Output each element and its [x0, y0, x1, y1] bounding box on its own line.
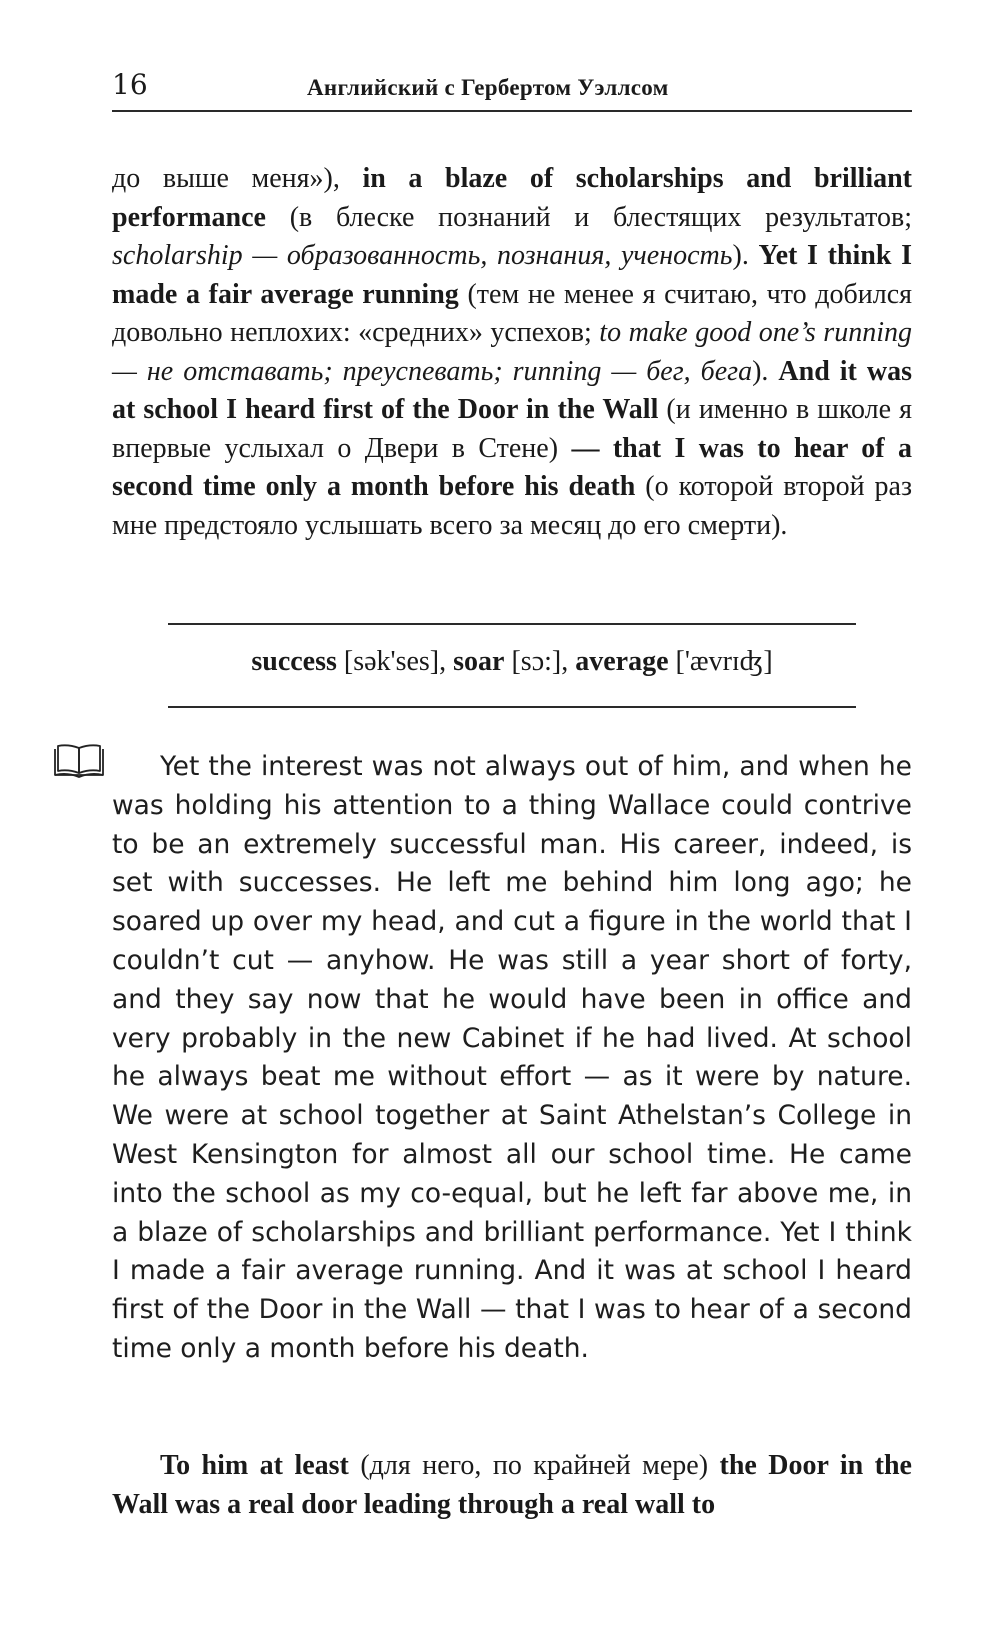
translation-text: ). — [732, 240, 759, 271]
translation-text: ). — [752, 355, 779, 387]
translation-text: (в блеске познаний и блестящих результатов; — [265, 201, 912, 233]
english-phrase: To him at least — [160, 1450, 349, 1481]
page-number: 16 — [112, 68, 148, 101]
vocabulary-note: scholarship — образованность, познания, ученость — [112, 240, 733, 271]
pronunciation-transcription: [sɔ:], — [504, 646, 576, 677]
translation-text: (для него, по крайней мере) — [348, 1450, 720, 1481]
divider-line — [168, 623, 856, 625]
pronunciation-transcription: ['ævrɪʤ] — [668, 646, 773, 677]
annotated-paragraph — [112, 160, 912, 545]
pronunciation-word: success — [251, 646, 337, 677]
open-book-icon — [52, 742, 106, 780]
english-phrase: And it was at school I heard first of the Door in the Wall — [112, 355, 912, 425]
english-phrase: in a blaze of scholarships and brilliant performance — [112, 163, 912, 233]
annotated-paragraph-next — [112, 1447, 912, 1524]
divider-line — [168, 706, 856, 708]
vocabulary-note: to make good one’s running — не отставать; преуспевать; running — бег, бега — [112, 317, 912, 387]
pronunciation-block — [112, 643, 912, 681]
english-phrase: Yet I think I made a fair average running — [112, 240, 912, 310]
running-title: Английский с Гербертом Уэллсом — [307, 75, 669, 100]
original-text-paragraph: Yet the interest was not always out of him, and when he was holding his attention to a thing Wallace could contrive to be an extremely successful man. His career, indeed, is set with successes. He left me behind him long ago; he soared up over my head, and cut a figure in the world that I couldn’t cut — anyhow. He was still a year short of forty, and they say now that he would have been in office and very probably in the new Cabinet if he had lived. At school he always beat me without effort — as it were by nature. We were at school together at Saint Athelstan’s College in West Kensington for almost all our school time. He came into the school as my co-equal, but he left far above me, in a blaze of scholarships and brilliant performance. Yet I think I made a fair average running. And it was at school I heard first of the Door in the Wall — that I was to hear of a second time only a month before his death. — [112, 751, 912, 1364]
page-header — [112, 62, 912, 112]
translation-text: (о которой второй раз мне предстояло услышать всего за месяц до его смерти). — [112, 471, 913, 541]
english-phrase: the Door in the Wall was a real door leading through a real wall to — [112, 1450, 912, 1520]
translation-text: (тем не менее я считаю, что добился довольно неплохих: «средних» успехов; — [112, 278, 912, 348]
pronunciation-word: soar — [453, 646, 505, 677]
translation-text: до выше меня»), — [112, 163, 363, 194]
translation-text: (и именно в школе я впервые услыхал о Двери в Стене) — [112, 394, 913, 464]
english-phrase: — that I was to hear of a second time only a month before his death — [112, 432, 912, 502]
pronunciation-word: average — [575, 646, 669, 677]
pronunciation-transcription: [sək'ses], — [336, 646, 454, 677]
